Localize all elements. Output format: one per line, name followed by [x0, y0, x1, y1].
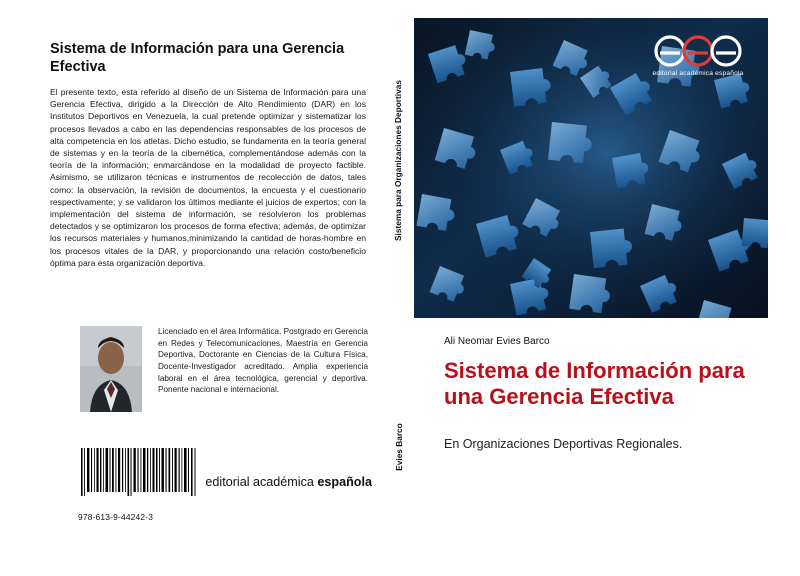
- author-photo: [80, 326, 142, 412]
- isbn-number: 978-613-9-44242-3: [78, 512, 154, 522]
- spine-title: Sistema para Organizaciones Deportivas: [393, 80, 403, 241]
- author-bio: Licenciado en el área Informática, Postgrado en Gerencia en Redes y Telecomunicaciones, Maestría en Gerencia Deportiva, Doctorante en Ciencias de la Cultura Física, Docente-Investigador acreditado. Amplia experiencia laboral en el área tecnológica, gerencial y deportiva. Ponente nacional e internacional.: [158, 327, 368, 395]
- back-cover-description: El presente texto, esta referido al diseño de un Sistema de Información para una Gerencia Efectiva, dirigido a la Dirección de Alto Rendimiento (DAR) en los Institutos Deportivos en Venezuela, la cual pretende optimizar y sistematizar los procesos llevados a cabo en las dependencias responsables de los procesos de alta competencia en los atletas. Dicho estudio, se fundamenta en la teoría general de sistemas y en la teoría de la cibernética, complementándose además con la teoría de la información; enmarcándose en la modalidad de proyecto factible. Asimismo, se utilizaron técnicas e instrumentos de recolección de datos, tales como: la observación, la revisión de documentos, la encuesta y el cuestionario respectivamente; y se validaron los últimos mediante el juicios de expertos; con la implementación del sistema de información, se resolvieron los problemas detectados y se optimizaron los procesos de forma efectiva; además, de optimizar los recursos materiales y humanos,minimizando la cantidad de horas-hombre en los procesos vitales de la DAR, y proporcionando una relación costo/beneficio óptima para esta organización deportiva.: [50, 87, 366, 268]
- spine-panel: [384, 18, 414, 523]
- cover-artwork: [414, 18, 768, 318]
- back-cover-title: Sistema de Información para una Gerencia Efectiva: [50, 41, 345, 76]
- front-cover-title: Sistema de Información para una Gerencia Efectiva: [444, 358, 745, 409]
- back-publisher-name: [192, 475, 372, 489]
- front-cover-subtitle: En Organizaciones Deportivas Regionales.: [444, 437, 683, 451]
- back-cover-panel: [32, 18, 384, 523]
- spine-author: Evies Barco: [394, 423, 404, 471]
- publisher-logo-caption: editorial académica española: [652, 70, 744, 77]
- front-author-name: Ali Neomar Evies Barco: [444, 336, 550, 347]
- publisher-logo: [642, 34, 754, 86]
- back-publisher-bold: española: [317, 475, 372, 489]
- front-cover-panel: [414, 18, 768, 523]
- barcode: [78, 446, 200, 508]
- back-publisher-light: editorial académica: [205, 475, 318, 489]
